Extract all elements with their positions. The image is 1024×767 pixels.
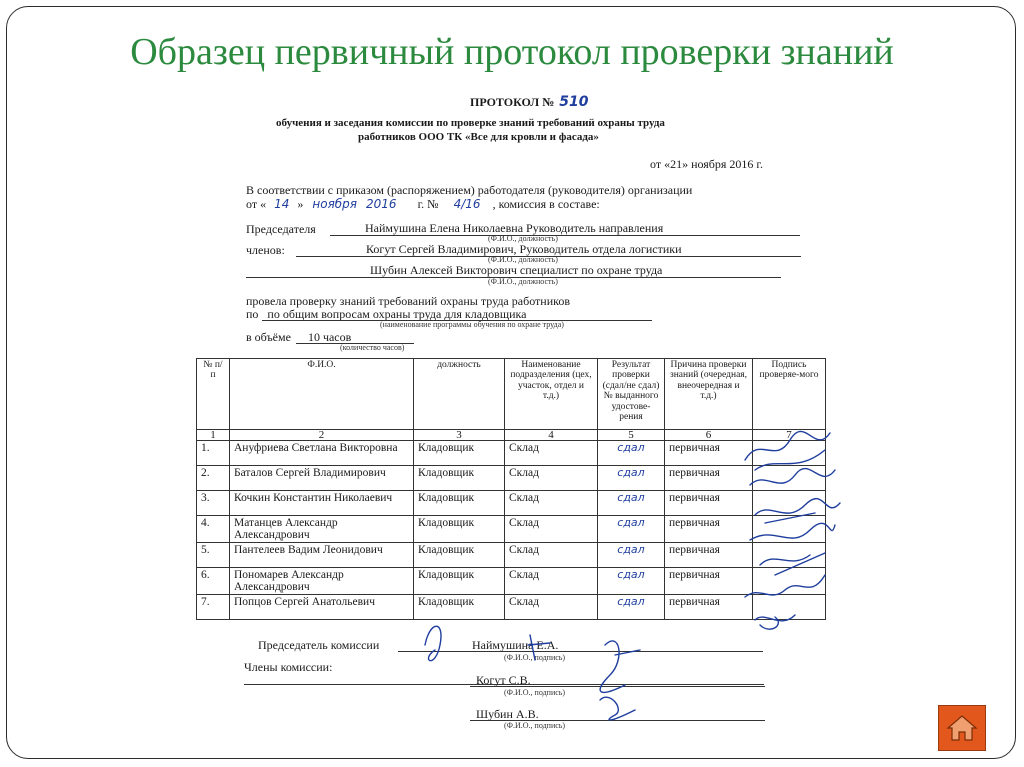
row-position: Кладовщик <box>414 441 505 466</box>
protocol-heading-text: ПРОТОКОЛ № <box>470 95 555 109</box>
row-reason: первичная <box>665 466 753 491</box>
protocol-date: от «21» ноября 2016 г. <box>650 157 763 171</box>
member2-footer-name: Шубин А.В. <box>476 707 539 721</box>
volume-hint: (количество часов) <box>340 343 405 352</box>
home-icon <box>945 713 979 743</box>
row-num: 3. <box>197 491 230 516</box>
row-position: Кладовщик <box>414 491 505 516</box>
row-department: Склад <box>505 441 598 466</box>
row-result: сдал <box>598 568 665 595</box>
table-signatures <box>735 425 845 640</box>
row-num: 6. <box>197 568 230 595</box>
row-department: Склад <box>505 543 598 568</box>
header-signature: Подпись проверяе-мого <box>753 359 826 430</box>
chair-hint: (Ф.И.О., должность) <box>488 234 558 243</box>
check-line: провела проверку знаний требований охраны труда работников <box>246 294 571 308</box>
chairman-hint: (Ф.И.О., подпись) <box>504 653 566 662</box>
header-result: Результат проверки (сдал/не сдал) № выданного удостове-рения <box>598 359 665 430</box>
table-row <box>197 491 826 516</box>
order-year: 2016 <box>366 197 397 211</box>
header-position: должность <box>414 359 505 430</box>
order-from-label: от « <box>246 197 267 211</box>
row-result: сдал <box>598 516 665 543</box>
program-prefix: по <box>246 307 259 321</box>
row-fio: Попцов Сергей Анатольевич <box>230 595 414 620</box>
row-reason: первичная <box>665 516 753 543</box>
program-value: по общим вопросам охраны труда для кладовщика <box>267 307 527 321</box>
order-no-label: № <box>427 197 439 211</box>
row-reason: первичная <box>665 543 753 568</box>
signature-row-6 <box>745 575 825 597</box>
row-fio: Пономарев Александр Александрович <box>230 568 414 595</box>
table-row <box>197 441 826 466</box>
col-number: 6 <box>665 430 753 441</box>
home-button[interactable] <box>938 705 986 751</box>
row-department: Склад <box>505 491 598 516</box>
row-position: Кладовщик <box>414 568 505 595</box>
order-day: 14 <box>274 197 290 211</box>
order-mid: » <box>297 197 304 211</box>
signature-row-3 <box>755 499 840 523</box>
row-position: Кладовщик <box>414 516 505 543</box>
member1-signature <box>600 641 640 693</box>
row-reason: первичная <box>665 441 753 466</box>
protocol-subtitle-1: обучения и заседания комиссии по проверке знаний требований охраны труда <box>276 117 665 129</box>
signature-row-4 <box>750 523 835 540</box>
member1-footer-name: Когут С.В. <box>476 673 531 687</box>
volume-value: 10 часов <box>307 330 352 344</box>
protocol-number: 510 <box>559 94 589 110</box>
row-result: сдал <box>598 491 665 516</box>
row-department: Склад <box>505 568 598 595</box>
order-tail: , комиссия в составе: <box>492 197 600 211</box>
chair-value: Наймушина Елена Николаевна Руководитель направления <box>365 221 664 235</box>
row-fio: Матанцев Александр Александрович <box>230 516 414 543</box>
members-label: членов: <box>246 243 285 257</box>
row-result: сдал <box>598 466 665 491</box>
row-result: сдал <box>598 441 665 466</box>
member1-value: Когут Сергей Владимирович, Руководитель отдела логистики <box>366 242 682 256</box>
chairman-name: Наймушина Е.А. <box>472 638 559 652</box>
order-line: В соответствии с приказом (распоряжением) работодателя (руководителя) организации <box>246 183 693 197</box>
row-fio: Кочкин Константин Николаевич <box>230 491 414 516</box>
chairman-label: Председатель комиссии <box>258 638 380 652</box>
chairman-signature <box>425 626 550 660</box>
member1-footer-hint: (Ф.И.О., подпись) <box>504 688 566 697</box>
protocol-table <box>196 358 826 620</box>
chair-label: Председателя <box>246 222 316 236</box>
chair-underline <box>330 235 800 236</box>
table-row <box>197 543 826 568</box>
row-num: 2. <box>197 466 230 491</box>
row-num: 5. <box>197 543 230 568</box>
signature-row-5 <box>760 553 825 575</box>
order-g: г. <box>417 197 425 211</box>
row-department: Склад <box>505 595 598 620</box>
row-fio: Ануфриева Светлана Викторовна <box>230 441 414 466</box>
row-department: Склад <box>505 466 598 491</box>
member2-hint: (Ф.И.О., должность) <box>488 277 558 286</box>
member2-signature <box>600 697 635 720</box>
header-fio: Ф.И.О. <box>230 359 414 430</box>
table-header-row <box>197 359 826 430</box>
volume-prefix: в объёме <box>246 330 291 344</box>
member2-footer-hint: (Ф.И.О., подпись) <box>504 721 566 730</box>
row-fio: Баталов Сергей Владимирович <box>230 466 414 491</box>
row-department: Склад <box>505 516 598 543</box>
order-no: 4/16 <box>453 197 481 211</box>
signature-row-7 <box>755 615 795 629</box>
row-fio: Пантелеев Вадим Леонидович <box>230 543 414 568</box>
member2-value: Шубин Алексей Викторович специалист по охране труда <box>370 263 663 277</box>
members-footer-label: Члены комиссии: <box>244 660 333 674</box>
row-reason: первичная <box>665 595 753 620</box>
col-number: 1 <box>197 430 230 441</box>
row-num: 4. <box>197 516 230 543</box>
protocol-heading <box>470 94 588 110</box>
row-reason: первичная <box>665 491 753 516</box>
row-position: Кладовщик <box>414 595 505 620</box>
commission-signatures <box>410 615 650 730</box>
header-num: № п/п <box>197 359 230 430</box>
signature-row-1 <box>745 431 830 470</box>
row-result: сдал <box>598 543 665 568</box>
signature-row-2 <box>750 469 835 485</box>
header-department: Наименование подразделения (цех, участок, отдел и т.д.) <box>505 359 598 430</box>
order-month: ноября <box>312 197 358 211</box>
col-number: 5 <box>598 430 665 441</box>
row-result: сдал <box>598 595 665 620</box>
protocol-subtitle-2: работников ООО ТК «Все для кровли и фасада» <box>358 131 599 143</box>
table-row <box>197 516 826 543</box>
col-number: 3 <box>414 430 505 441</box>
table-column-numbers <box>197 430 826 441</box>
row-num: 1. <box>197 441 230 466</box>
row-position: Кладовщик <box>414 466 505 491</box>
member1-hint: (Ф.И.О., должность) <box>488 255 558 264</box>
row-position: Кладовщик <box>414 543 505 568</box>
program-hint: (наименование программы обучения по охране труда) <box>380 320 564 329</box>
order-details <box>246 197 600 212</box>
row-num: 7. <box>197 595 230 620</box>
col-number: 7 <box>753 430 826 441</box>
col-number: 4 <box>505 430 598 441</box>
slide-title: Образец первичный протокол проверки знаний <box>130 31 894 73</box>
row-reason: первичная <box>665 568 753 595</box>
table-row <box>197 466 826 491</box>
table-body <box>197 441 826 620</box>
table-row <box>197 568 826 595</box>
header-reason: Причина проверки знаний (очередная, внеочередная и т.д.) <box>665 359 753 430</box>
col-number: 2 <box>230 430 414 441</box>
